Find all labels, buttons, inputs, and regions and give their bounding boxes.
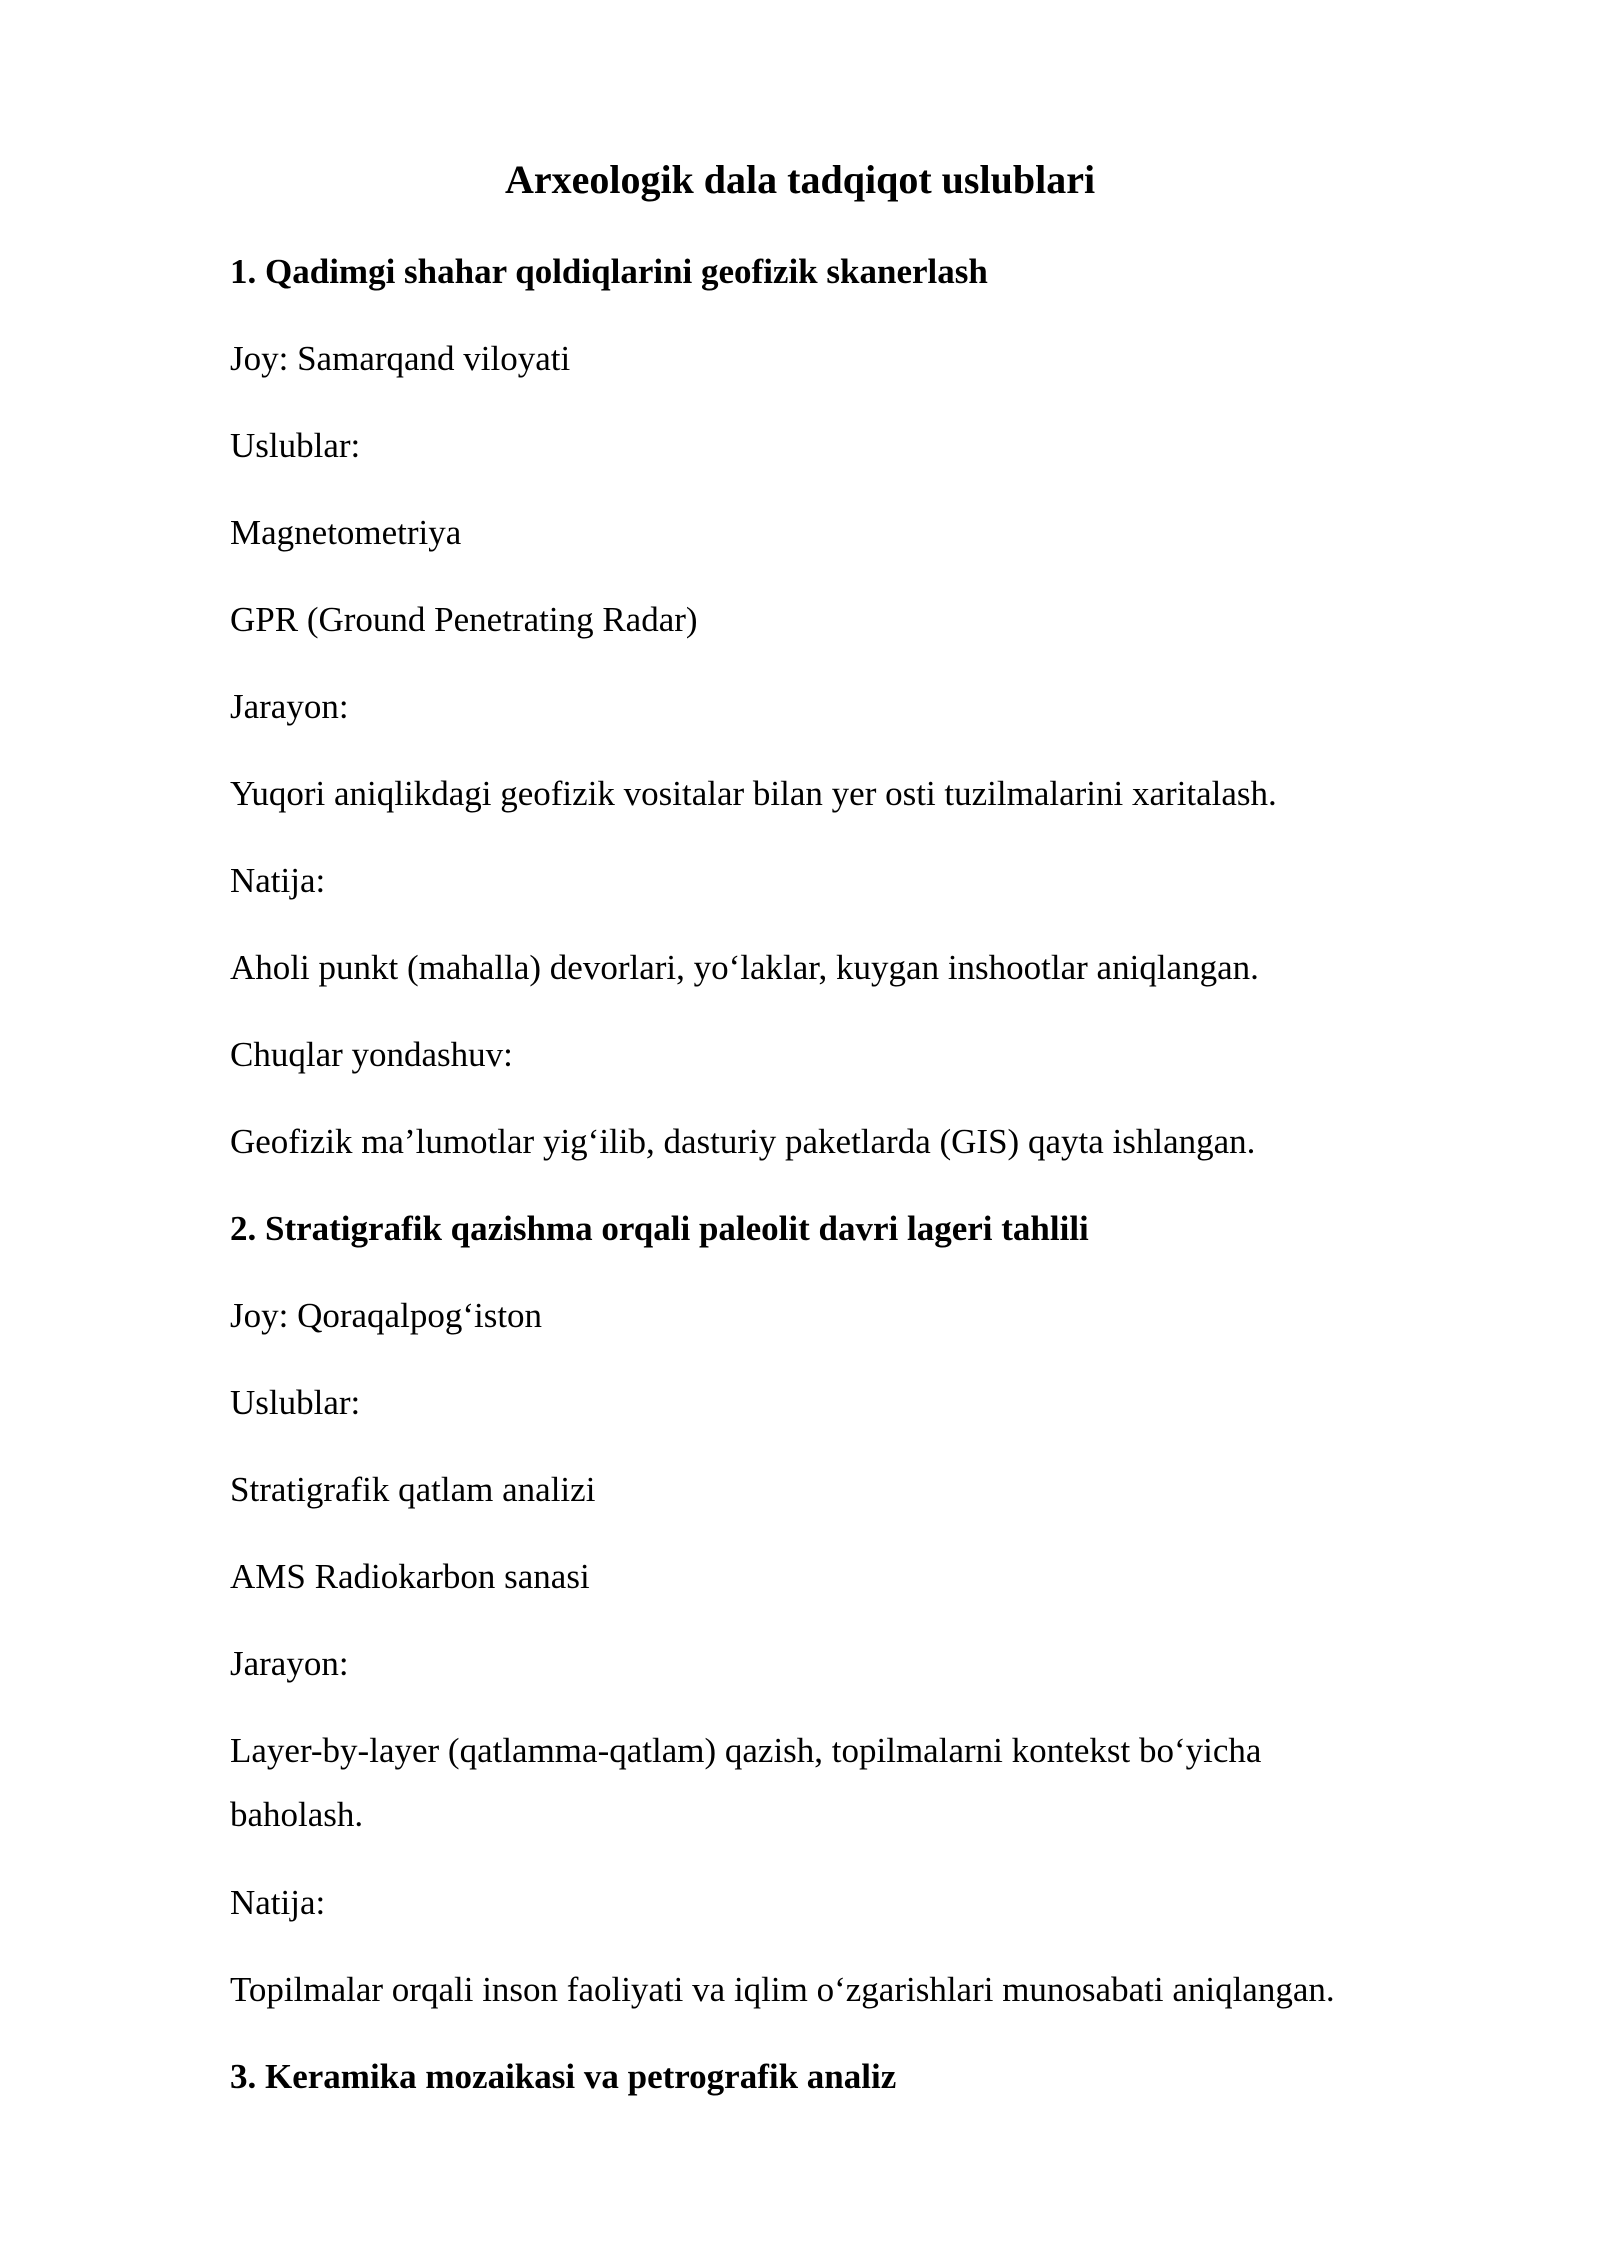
approach-text: Geofizik ma’lumotlar yig‘ilib, dasturiy paketlarda (GIS) qayta ishlangan. (230, 1122, 1256, 1161)
section-heading-2: 2. Stratigrafik qazishma orqali paleolit davri lageri tahlili (230, 1209, 1089, 1248)
method-item: GPR (Ground Penetrating Radar) (230, 600, 698, 639)
method-item: AMS Radiokarbon sanasi (230, 1557, 590, 1596)
methods-label: Uslublar: (230, 1383, 361, 1422)
result-label: Natija: (230, 1883, 326, 1922)
document-title: Arxeologik dala tadqiqot uslublari (504, 157, 1096, 202)
section-heading-1: 1. Qadimgi shahar qoldiqlarini geofizik skanerlash (230, 252, 988, 291)
result-text: Aholi punkt (mahalla) devorlari, yo‘laklar, kuygan inshootlar aniqlangan. (230, 948, 1259, 987)
location-line: Joy: Qoraqalpog‘iston (230, 1296, 543, 1335)
result-label: Natija: (230, 861, 326, 900)
process-text: Layer-by-layer (qatlamma-qatlam) qazish, topilmalarni kontekst bo‘yicha baholash. (230, 1731, 1262, 1834)
result-text: Topilmalar orqali inson faoliyati va iqlim o‘zgarishlari munosabati aniqlangan. (230, 1970, 1335, 2009)
methods-label: Uslublar: (230, 426, 361, 465)
process-label: Jarayon: (230, 1644, 349, 1683)
method-item: Magnetometriya (230, 513, 462, 552)
process-text: Yuqori aniqlikdagi geofizik vositalar bilan yer osti tuzilmalarini xaritalash. (230, 774, 1277, 813)
approach-label: Chuqlar yondashuv: (230, 1035, 513, 1074)
location-line: Joy: Samarqand viloyati (230, 339, 571, 378)
section-heading-3: 3. Keramika mozaikasi va petrografik analiz (230, 2057, 897, 2096)
method-item: Stratigrafik qatlam analizi (230, 1470, 596, 1509)
process-label: Jarayon: (230, 687, 349, 726)
